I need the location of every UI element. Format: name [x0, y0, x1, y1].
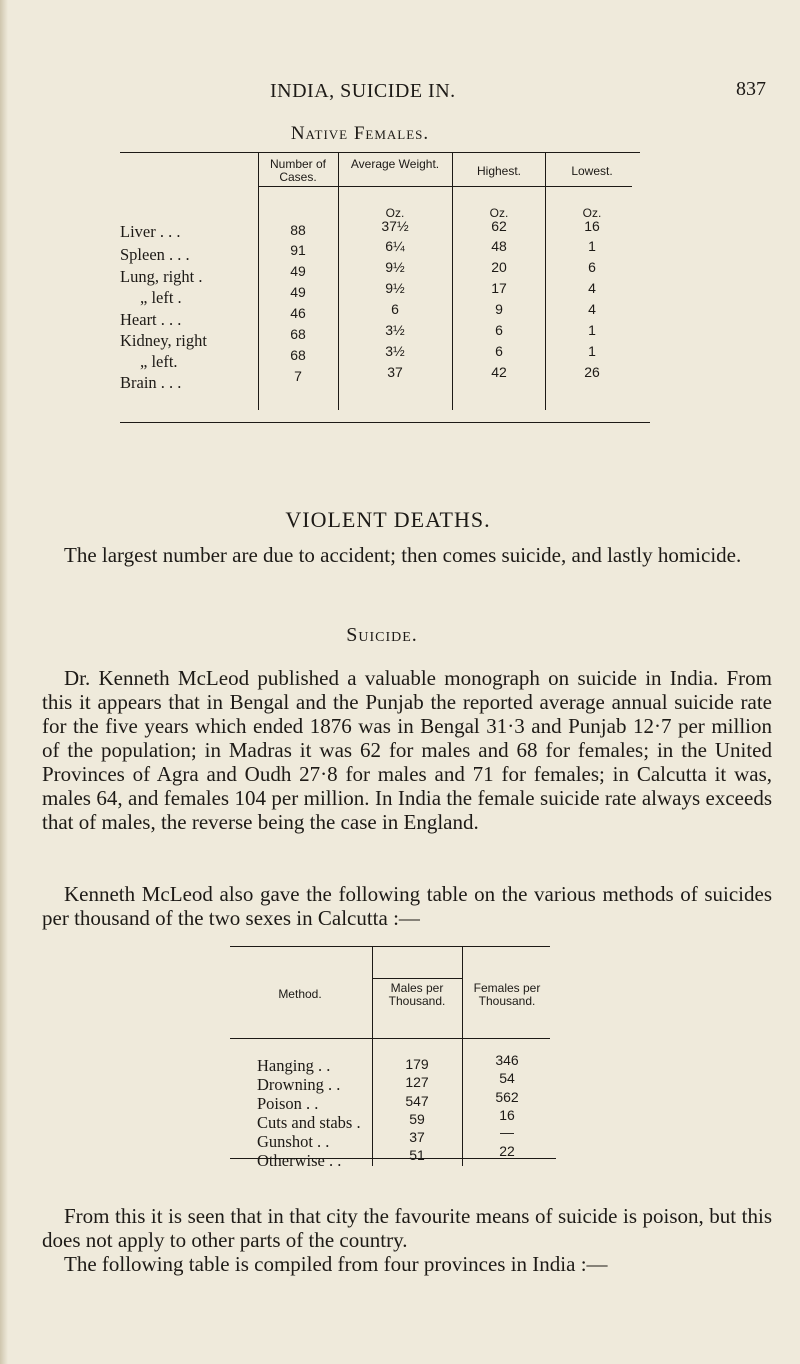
cell-females: 54 — [499, 1070, 515, 1086]
cell-females: 22 — [499, 1143, 515, 1159]
cell-females: 562 — [495, 1089, 519, 1105]
suicide-paragraph-2: Kenneth McLeod also gave the following table on the various methods of suicides per thousand of the two sexes in Calcutta :— — [42, 882, 772, 930]
row-label: „ left. — [140, 352, 178, 371]
cell-cases: 7 — [294, 368, 302, 384]
suicide-paragraph-1: Dr. Kenneth McLeod published a valuable monograph on suicide in India. From this it appears that in Bengal and the Punjab the reported average annual suicide rate for the five years which ended 1876 was in Bengal 31·3 and Punjab 12·7 per million of the population; in Madras it was 62 for males and 68 for females; in the United Provinces of Agra and Oudh 27·8 for males and 71 for females; in Calcutta it was, males 64, and females 104 per million. In India the female suicide rate always exceeds that of males, the reverse being the case in England. — [42, 666, 772, 834]
unit-avg: Oz. — [385, 206, 405, 220]
row-label: Gunshot . . — [257, 1132, 330, 1151]
cell-cases: 68 — [290, 347, 306, 363]
cell-low: 26 — [584, 364, 600, 380]
section-heading-violent-deaths: VIOLENT DEATHS. — [285, 507, 491, 532]
header-males: Males per Thousand. — [388, 981, 446, 1008]
subheading-suicide: Suicide. — [346, 624, 418, 646]
row-label: Poison . . — [257, 1094, 319, 1113]
row-label: Brain . . . — [120, 373, 182, 392]
header-highest: Highest. — [476, 164, 522, 178]
cell-low: 6 — [588, 259, 596, 275]
header-average-weight: Average Weight. — [350, 157, 440, 171]
row-label: Hanging . . — [257, 1056, 331, 1075]
cell-avg: 6¼ — [385, 238, 405, 254]
cell-high: 6 — [495, 322, 503, 338]
row-label: Spleen . . . — [120, 245, 190, 264]
cell-males: 59 — [409, 1111, 425, 1127]
cell-cases: 49 — [290, 284, 306, 300]
cell-high: 6 — [495, 343, 503, 359]
cell-avg: 3½ — [385, 322, 405, 338]
row-label: Liver . . . — [120, 222, 181, 241]
row-label: Drowning . . — [257, 1075, 341, 1094]
page-number: 837 — [736, 78, 766, 100]
cell-females: 16 — [499, 1107, 515, 1123]
table-title: Native Females. — [290, 123, 430, 144]
cell-males: 179 — [405, 1056, 429, 1072]
cell-high: 48 — [491, 238, 507, 254]
header-lowest: Lowest. — [571, 164, 613, 178]
cell-avg: 6 — [391, 301, 399, 317]
unit-low: Oz. — [582, 206, 602, 220]
cell-avg: 37½ — [381, 218, 409, 234]
cell-males: 547 — [405, 1093, 429, 1109]
running-head: INDIA, SUICIDE IN. — [270, 80, 456, 102]
row-label: Heart . . . — [120, 310, 182, 329]
cell-low: 1 — [588, 322, 596, 338]
violent-deaths-paragraph: The largest number are due to accident; then comes suicide, and lastly homicide. — [64, 543, 742, 567]
cell-males: 51 — [409, 1147, 425, 1163]
row-label: Cuts and stabs . — [257, 1113, 361, 1132]
closing-paragraph-1: From this it is seen that in that city the favourite means of suicide is poison, but this does not apply to other parts of the country. — [42, 1204, 772, 1252]
cell-low: 16 — [584, 218, 600, 234]
cell-cases: 88 — [290, 222, 306, 238]
cell-avg: 9½ — [385, 280, 405, 296]
cell-high: 20 — [491, 259, 507, 275]
cell-females: — — [500, 1124, 514, 1140]
cell-low: 4 — [588, 280, 596, 296]
cell-cases: 46 — [290, 305, 306, 321]
cell-high: 17 — [491, 280, 507, 296]
cell-cases: 91 — [290, 242, 306, 258]
cell-high: 42 — [491, 364, 507, 380]
row-label: „ left . — [140, 288, 182, 307]
header-method: Method. — [278, 987, 322, 1001]
row-label: Kidney, right — [120, 331, 207, 350]
row-label: Otherwise . . — [257, 1151, 342, 1170]
header-females: Females per Thousand. — [473, 981, 541, 1008]
row-label: Lung, right . — [120, 267, 203, 286]
closing-paragraph-2: The following table is compiled from four provinces in India :— — [64, 1252, 608, 1276]
cell-cases: 68 — [290, 326, 306, 342]
unit-high: Oz. — [489, 206, 509, 220]
cell-males: 127 — [405, 1074, 429, 1090]
cell-avg: 37 — [387, 364, 403, 380]
cell-cases: 49 — [290, 263, 306, 279]
cell-avg: 9½ — [385, 259, 405, 275]
header-cases: Number of Cases. — [269, 157, 327, 184]
cell-low: 1 — [588, 238, 596, 254]
cell-high: 62 — [491, 218, 507, 234]
cell-high: 9 — [495, 301, 503, 317]
cell-males: 37 — [409, 1129, 425, 1145]
cell-females: 346 — [495, 1052, 519, 1068]
cell-avg: 3½ — [385, 343, 405, 359]
cell-low: 4 — [588, 301, 596, 317]
cell-low: 1 — [588, 343, 596, 359]
